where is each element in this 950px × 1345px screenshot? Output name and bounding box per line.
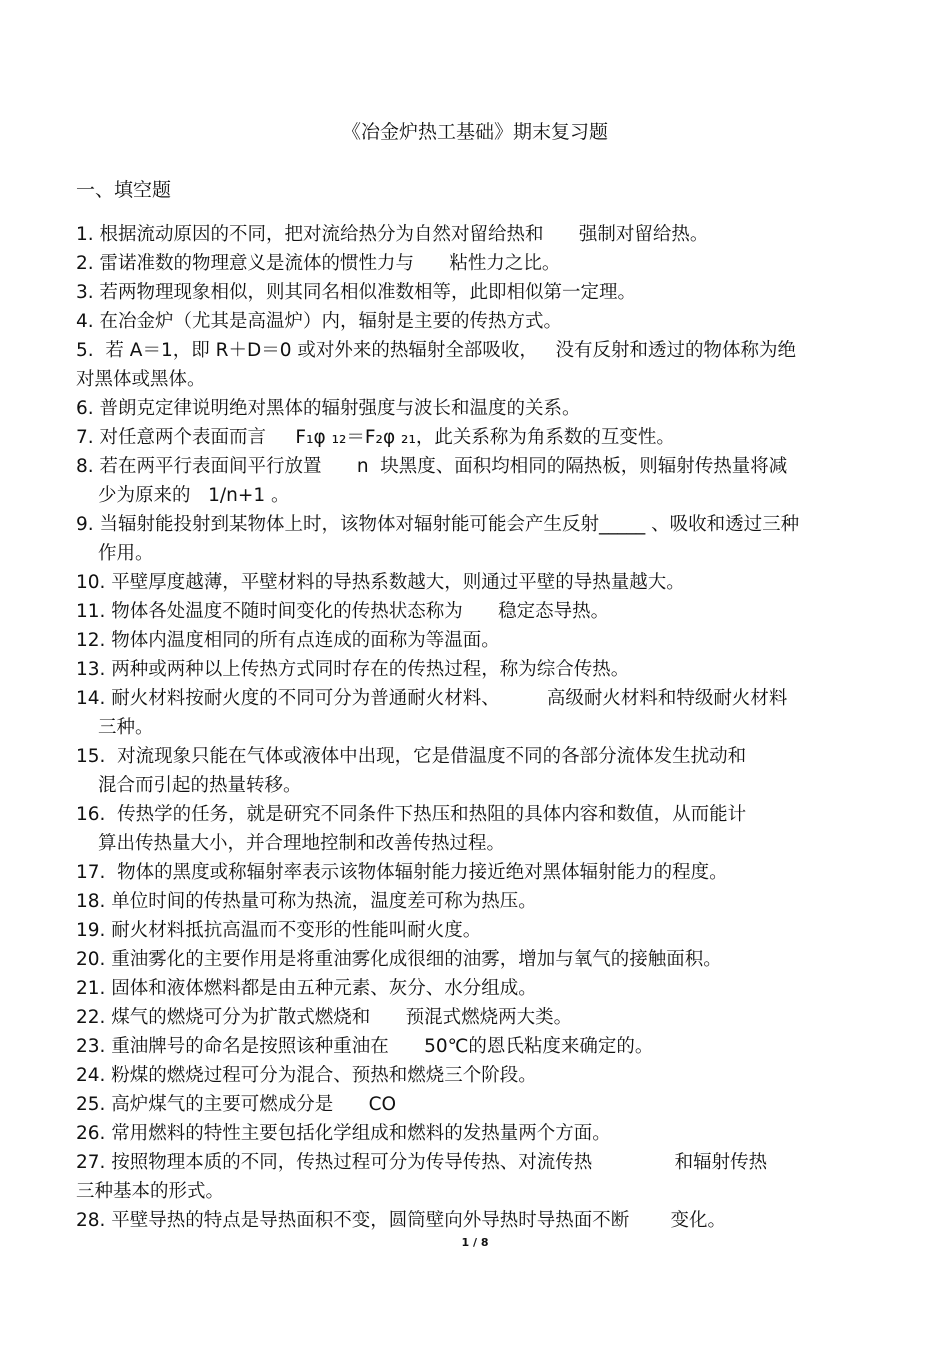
question-text-continued: 算出传热量大小，并合理地控制和改善传热过程。 xyxy=(98,833,506,854)
question-text: 21. 固体和液体燃料都是由五种元素、灰分、水分组成。 xyxy=(76,978,537,999)
section-heading: 一、填空题 xyxy=(76,179,172,201)
question-text: 8. 若在两平行表面间平行放置 n 块黑度、面积均相同的隔热板，则辐射传热量将减 xyxy=(76,456,788,477)
question-item xyxy=(76,974,896,1003)
question-list xyxy=(76,220,896,1235)
question-item xyxy=(76,1148,896,1206)
question-item xyxy=(76,742,896,800)
question-item xyxy=(76,945,896,974)
question-text-continued: 混合而引起的热量转移。 xyxy=(98,775,302,796)
question-item xyxy=(76,1206,896,1235)
question-item xyxy=(76,1061,896,1090)
question-item xyxy=(76,655,896,684)
question-text-continued: 少为原来的 1/n+1 。 xyxy=(98,485,290,506)
question-item xyxy=(76,249,896,278)
question-text: 4. 在冶金炉（尤其是高温炉）内，辐射是主要的传热方式。 xyxy=(76,311,563,332)
question-item xyxy=(76,510,896,568)
question-text: 17. 物体的黑度或称辐射率表示该物体辐射能力接近绝对黑体辐射能力的程度。 xyxy=(76,862,728,883)
question-item xyxy=(76,336,896,394)
question-item xyxy=(76,916,896,945)
question-text: 10. 平壁厚度越薄，平壁材料的导热系数越大，则通过平壁的导热量越大。 xyxy=(76,572,685,593)
question-item xyxy=(76,394,896,423)
question-text: 6. 普朗克定律说明绝对黑体的辐射强度与波长和温度的关系。 xyxy=(76,398,581,419)
page-number: 1 / 8 xyxy=(461,1236,489,1249)
question-text-continued: 三种基本的形式。 xyxy=(76,1181,225,1202)
page-title: 《冶金炉热工基础》期末复习题 xyxy=(341,121,608,143)
question-text: 1. 根据流动原因的不同，把对流给热分为自然对留给热和 强制对留给热。 xyxy=(76,224,709,245)
question-text: 3. 若两物理现象相似，则其同名相似准数相等，此即相似第一定理。 xyxy=(76,282,637,303)
question-item xyxy=(76,858,896,887)
question-text: 9. 当辐射能投射到某物体上时，该物体对辐射能可能会产生反射_____ 、吸收和透过三种 xyxy=(76,514,800,535)
question-text: 26. 常用燃料的特性主要包括化学组成和燃料的发热量两个方面。 xyxy=(76,1123,611,1144)
question-item xyxy=(76,597,896,626)
question-text: 19. 耐火材料抵抗高温而不变形的性能叫耐火度。 xyxy=(76,920,482,941)
question-text: 18. 单位时间的传热量可称为热流，温度差可称为热压。 xyxy=(76,891,537,912)
question-text-continued: 三种。 xyxy=(98,717,154,738)
question-item xyxy=(76,1003,896,1032)
question-text: 13. 两种或两种以上传热方式同时存在的传热过程，称为综合传热。 xyxy=(76,659,630,680)
question-text: 24. 粉煤的燃烧过程可分为混合、预热和燃烧三个阶段。 xyxy=(76,1065,537,1086)
question-item xyxy=(76,1032,896,1061)
question-item xyxy=(76,1090,896,1119)
question-item xyxy=(76,626,896,655)
question-item xyxy=(76,278,896,307)
question-item xyxy=(76,684,896,742)
question-item xyxy=(76,220,896,249)
question-text: 5. 若 A＝1，即 R＋D＝0 或对外来的热辐射全部吸收， 没有反射和透过的物体称为绝 xyxy=(76,340,796,361)
question-item xyxy=(76,800,896,858)
question-text: 16. 传热学的任务，就是研究不同条件下热压和热阻的具体内容和数值，从而能计 xyxy=(76,804,747,825)
question-item xyxy=(76,307,896,336)
question-text: 20. 重油雾化的主要作用是将重油雾化成很细的油雾，增加与氧气的接触面积。 xyxy=(76,949,722,970)
question-text: 14. 耐火材料按耐火度的不同可分为普通耐火材料、 高级耐火材料和特级耐火材料 xyxy=(76,688,788,709)
question-text: 22. 煤气的燃烧可分为扩散式燃烧和 预混式燃烧两大类。 xyxy=(76,1007,573,1028)
question-item xyxy=(76,452,896,510)
question-text: 27. 按照物理本质的不同，传热过程可分为传导传热、对流传热 和辐射传热 xyxy=(76,1152,768,1173)
question-item xyxy=(76,887,896,916)
question-text: 23. 重油牌号的命名是按照该种重油在 50℃的恩氏粘度来确定的。 xyxy=(76,1036,654,1057)
question-text: 2. 雷诺准数的物理意义是流体的惯性力与 粘性力之比。 xyxy=(76,253,561,274)
question-text: 15. 对流现象只能在气体或液体中出现，它是借温度不同的各部分流体发生扰动和 xyxy=(76,746,747,767)
question-text: 12. 物体内温度相同的所有点连成的面称为等温面。 xyxy=(76,630,500,651)
question-text-continued: 作用。 xyxy=(98,543,154,564)
question-text: 28. 平壁导热的特点是导热面积不变，圆筒壁向外导热时导热面不断 变化。 xyxy=(76,1210,726,1231)
question-item xyxy=(76,423,896,452)
question-text-continued: 对黑体或黑体。 xyxy=(76,369,206,390)
question-item xyxy=(76,568,896,597)
question-text: 25. 高炉煤气的主要可燃成分是 CO xyxy=(76,1094,397,1115)
question-text: 7. 对任意两个表面而言 F₁φ ₁₂＝F₂φ ₂₁，此关系称为角系数的互变性。 xyxy=(76,427,675,448)
question-item xyxy=(76,1119,896,1148)
question-text: 11. 物体各处温度不随时间变化的传热状态称为 稳定态导热。 xyxy=(76,601,610,622)
